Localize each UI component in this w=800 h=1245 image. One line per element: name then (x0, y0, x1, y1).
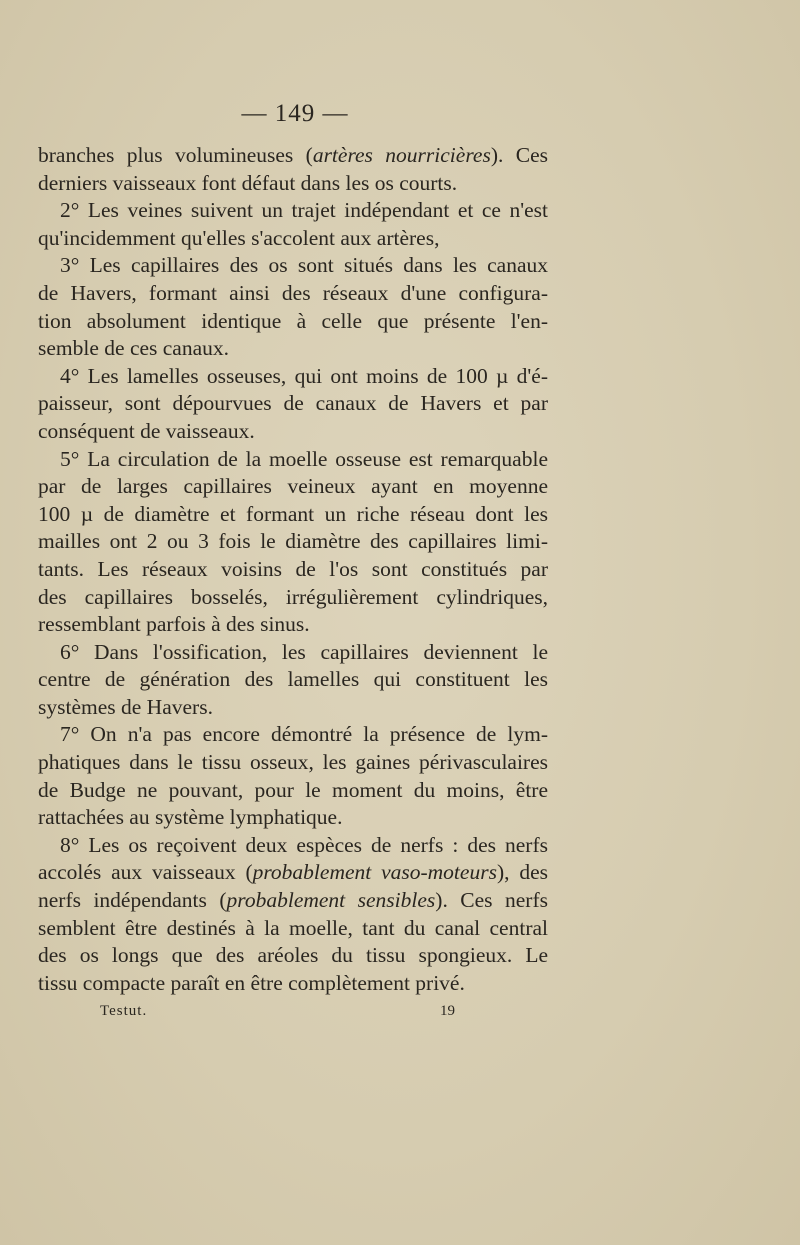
text-line (38, 335, 548, 363)
text-line (38, 225, 548, 253)
text-line-segment: ). Ces (490, 143, 548, 167)
text-line (38, 556, 548, 584)
text-line-segment: centre de génération des lamelles qui constituent les (38, 667, 548, 692)
text-line-segment: de Budge ne pouvant, pour le moment du moins, être (38, 777, 548, 802)
text-line-segment: semblent être destinés à la moelle, tant du canal central (38, 915, 548, 940)
text-line-segment: 4° Les lamelles osseuses, qui ont moins de 100 µ d'é- (60, 363, 548, 388)
text-line-segment: 5° La circulation de la moelle osseuse est remarquable (60, 446, 548, 471)
text-line (38, 942, 548, 970)
footer-author: Testut. (100, 1003, 148, 1019)
italic-term: artères nourricières (312, 143, 491, 167)
text-line (38, 501, 548, 529)
text-line (38, 887, 548, 915)
text-line-segment: branches plus volumineuses ( (38, 143, 313, 167)
text-line-segment: conséquent de vaisseaux. (38, 418, 255, 443)
text-line (38, 584, 548, 612)
text-line-segment: nerfs indépendants ( (38, 888, 227, 913)
text-line (38, 308, 548, 336)
text-line-segment: derniers vaisseaux font défaut dans les os courts. (38, 170, 458, 195)
text-line (38, 859, 548, 887)
text-line-segment: 2° Les veines suivent un trajet indépendant et ce n'est (60, 198, 548, 223)
text-line-segment: de Havers, formant ainsi des réseaux d'une configura- (38, 280, 548, 305)
text-line (38, 721, 548, 749)
text-line (38, 280, 548, 308)
text-line-segment: tion absolument identique à celle que présente l'en- (38, 308, 548, 333)
text-line (38, 915, 548, 943)
text-line (38, 639, 548, 667)
text-line-segment: systèmes de Havers. (38, 694, 213, 719)
text-line-segment: 8° Les os reçoivent deux espèces de nerfs : des nerfs (60, 832, 548, 857)
text-line-segment: des os longs que des aréoles du tissu spongieux. Le (38, 943, 548, 968)
italic-term: probablement sensibles (226, 888, 436, 913)
text-line-segment: tants. Les réseaux voisins de l'os sont constitués par (38, 556, 548, 581)
text-line (38, 142, 548, 170)
text-line (38, 390, 548, 418)
text-line (38, 970, 548, 998)
text-line (38, 473, 548, 501)
text-line (38, 418, 548, 446)
page-number: — 149 — (241, 100, 349, 127)
italic-term: probablement vaso-moteurs (252, 860, 497, 885)
text-line-segment: semble de ces canaux. (38, 336, 230, 361)
text-line-segment: qu'incidemment qu'elles s'accolent aux artères, (38, 225, 440, 250)
text-line (38, 666, 548, 694)
text-line-segment: ), des (496, 860, 548, 885)
text-line (38, 170, 548, 198)
text-line (38, 749, 548, 777)
text-line-segment: accolés aux vaisseaux ( (38, 860, 253, 885)
text-line (38, 832, 548, 860)
text-line (38, 611, 548, 639)
text-line-segment: phatiques dans le tissu osseux, les gaines périvasculaires (38, 750, 548, 775)
text-line (38, 363, 548, 391)
text-line-segment: 7° On n'a pas encore démontré la présence de lym- (60, 722, 548, 747)
text-line-segment: paisseur, sont dépourvues de canaux de Havers et par (38, 391, 548, 416)
text-line-segment: par de larges capillaires veineux ayant en moyenne (38, 474, 548, 499)
text-line (38, 446, 548, 474)
text-line-segment: mailles ont 2 ou 3 fois le diamètre des capillaires limi- (38, 529, 548, 554)
text-line-segment: des capillaires bosselés, irrégulièrement cylindriques, (38, 584, 548, 609)
text-line (38, 804, 548, 832)
body-text (38, 142, 548, 997)
text-line (38, 777, 548, 805)
text-line (38, 252, 548, 280)
text-line-segment: 100 µ de diamètre et formant un riche réseau dont les (38, 501, 548, 526)
text-line-segment: 6° Dans l'ossification, les capillaires deviennent le (60, 639, 548, 664)
text-line-segment: 3° Les capillaires des os sont situés dans les canaux (60, 253, 548, 278)
footer-signature: 19 (440, 1003, 455, 1019)
text-line-segment: rattachées au système lymphatique. (38, 805, 343, 830)
text-line (38, 528, 548, 556)
text-line (38, 694, 548, 722)
text-line (38, 197, 548, 225)
text-line-segment: ). Ces nerfs (435, 888, 548, 913)
text-line-segment: tissu compacte paraît en être complètement privé. (38, 970, 465, 995)
text-line-segment: ressemblant parfois à des sinus. (38, 612, 310, 637)
